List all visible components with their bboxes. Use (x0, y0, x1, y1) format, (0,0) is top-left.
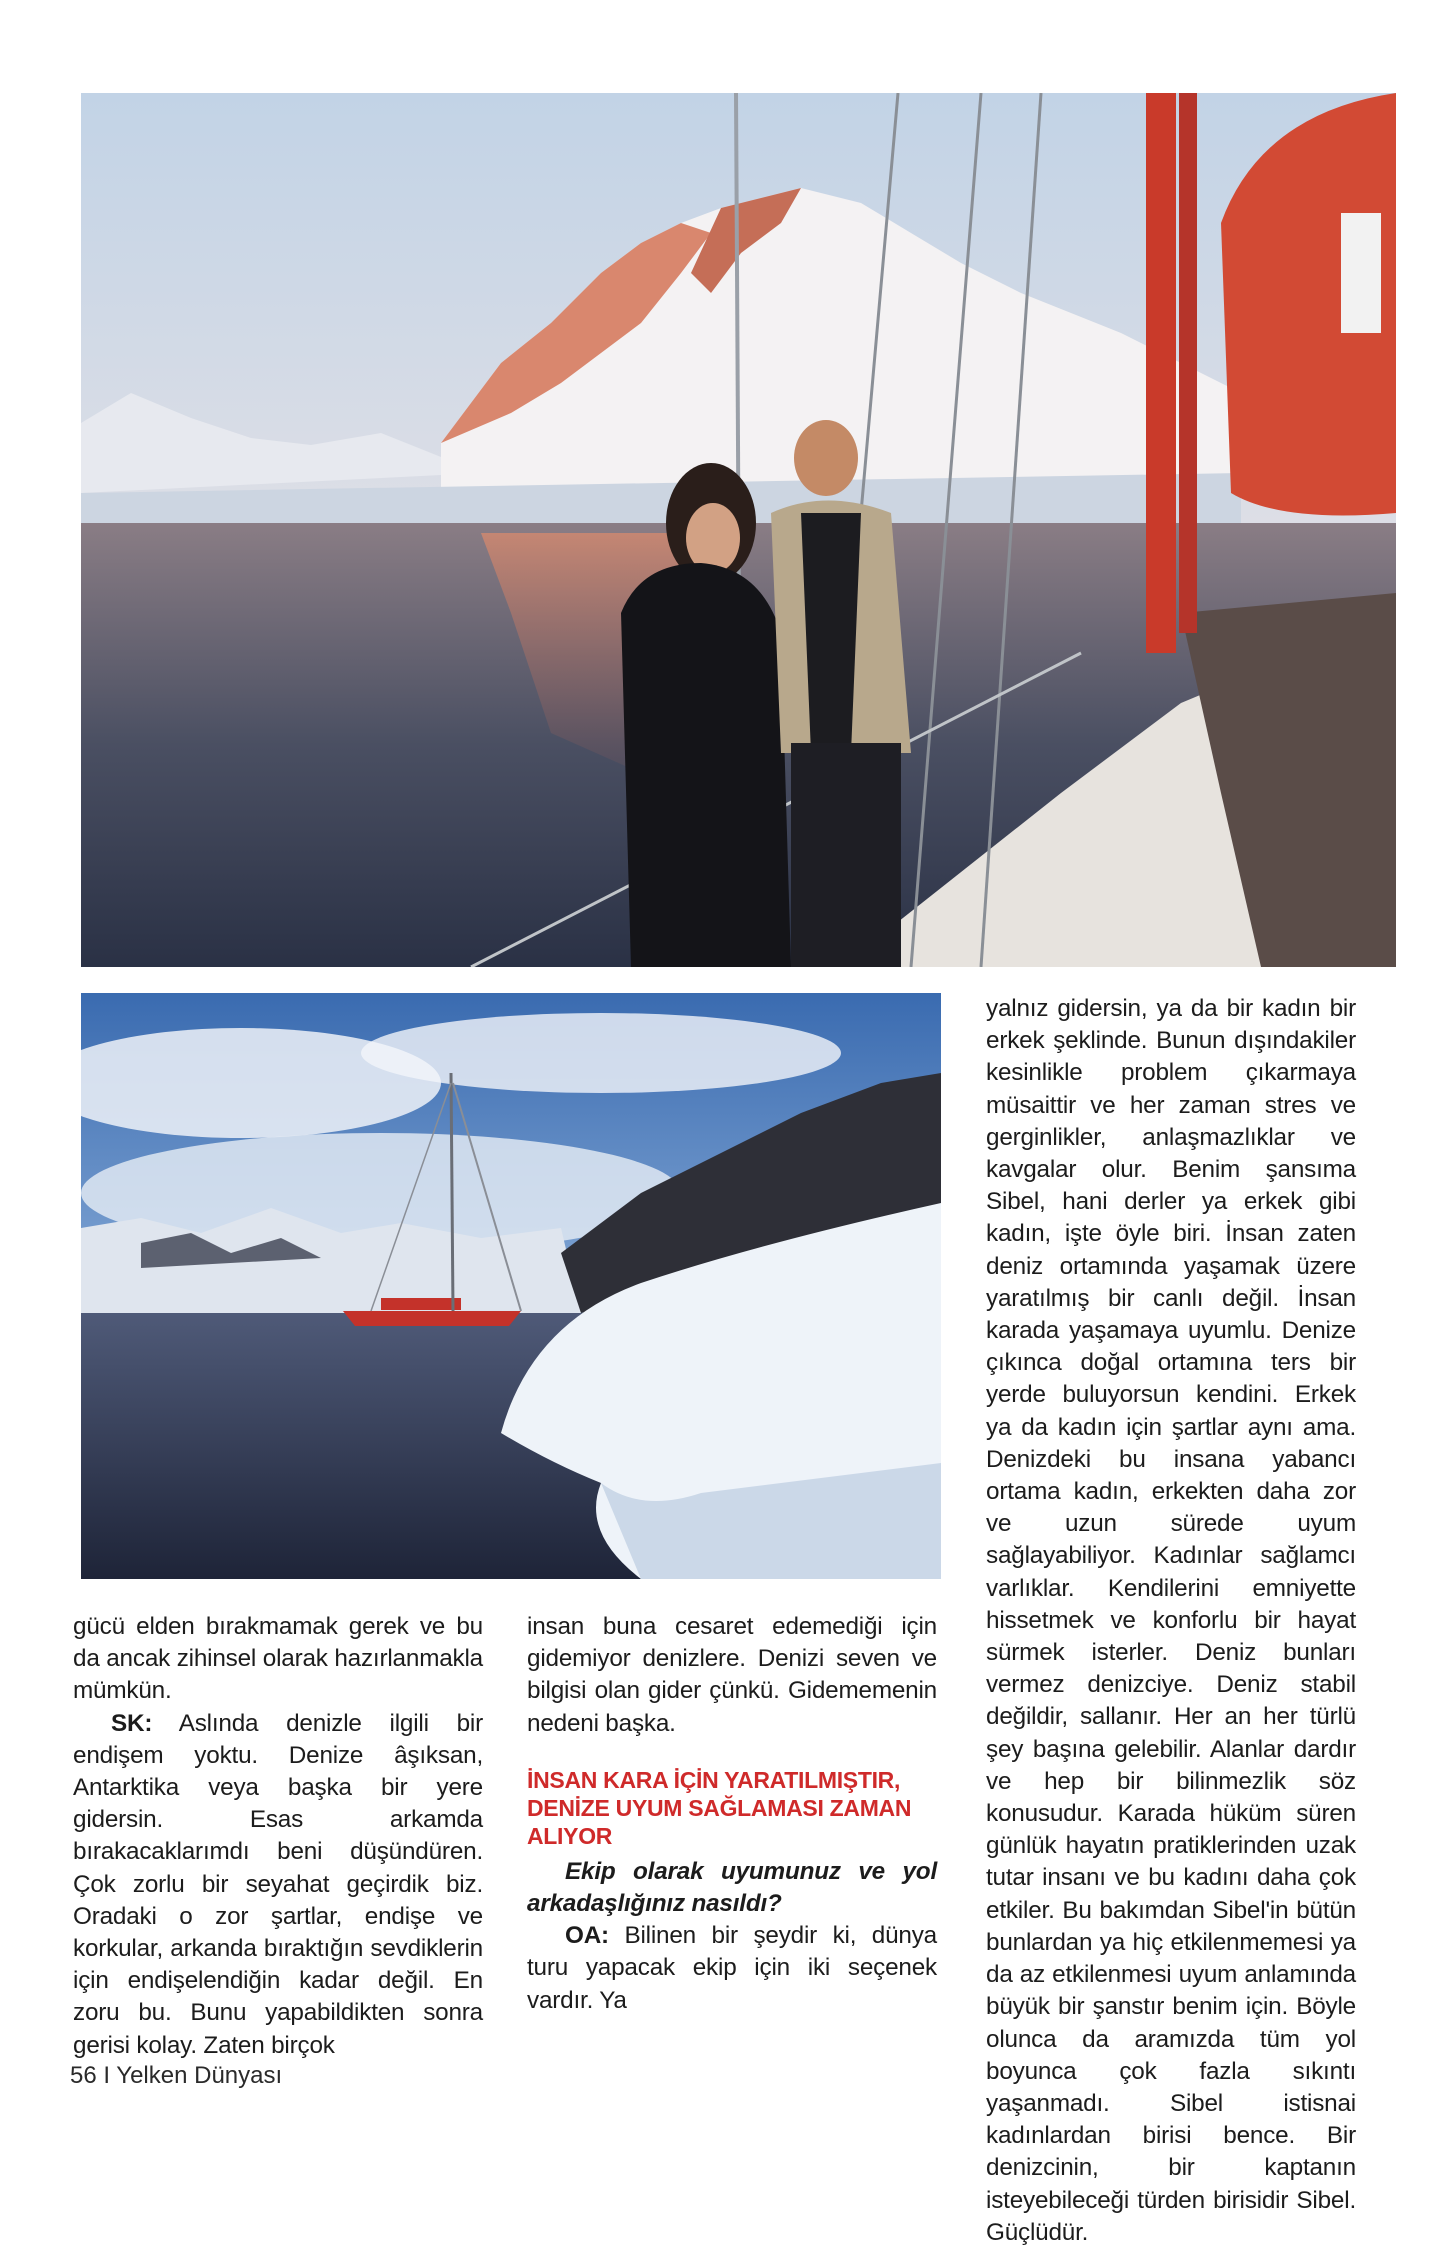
speaker-label: OA: (565, 1922, 609, 1950)
article-paragraph: yalnız gidersin, ya da bir kadın bir erkek şeklinde. Bunun dışındakiler kesinlikle problem çıkarmaya müsaittir ve her zaman stres ve gerginlikler, anlaşmazlıklar ve kavgalar olur. Benim şansıma Sibel, hani derler ya erkek gibi kadın, işte öyle biri. İnsan zaten deniz ortamında yaşamak üzere yaratılmış bir canlı değil. İnsan karada yaşamaya uyumlu. Denize çıkınca doğal ortamına ters bir yerde buluyorsun kendini. Erkek ya da kadın için şartlar aynı ama. Denizdeki bu insana yabancı ortama kadın, erkekten daha zor ve uzun sürede uyum sağlayabiliyor. Kadınlar sağlamcı varlıklar. Kendilerini emniyette hissetmek ve konforlu bir hayat sürmek isterler. Deniz bunları vermez denizciye. Deniz stabil değildir, sallanır. Her an her türlü şey başına gelebilir. Alanlar dardır ve hep bir bilinmezlik söz konusudur. Karada hüküm süren günlük hayatın pratiklerinden uzak tutar insanı ve bu kadını daha çok etkiler. Bu bakımdan Sibel'in bütün bunlardan ya hiç etkilenmemesi ya da az etkilenmesi uyum anlamında büyük bir şanstır benim için. Böyle olunca da aramızda tüm yol boyunca çok fazla sıkıntı yaşanmadı. Sibel istisnai kadınlardan birisi bence. Bir denizcinin, bir kaptanın isteyebileceği türden birisidir Sibel. Güçlüdür. (986, 995, 1356, 2246)
article-column-right (986, 993, 1356, 2249)
article-column-left (73, 1611, 483, 2062)
article-column-middle (527, 1611, 937, 2017)
interview-question: Ekip olarak uyumunuz ve yol arkadaşlığınız nasıldı? (527, 1857, 937, 1918)
speaker-label: SK: (111, 1709, 153, 1737)
section-heading: İNSAN KARA İÇİN YARATILMIŞTIR, DENİZE UYUM SAĞLAMASI ZAMAN ALIYOR (527, 1766, 912, 1849)
footer-separator: I (103, 2062, 111, 2089)
page-number: 56 (70, 2062, 97, 2089)
antarctic-mountains-couple-on-yacht-photo (81, 93, 1396, 967)
paragraph-text: Aslında denizle ilgili bir endişem yoktu. Denize âşıksan, Antarktika veya başka bir yere gidersin. Esas arkamda bırakacaklarımdı beni düşündüren. Çok zorlu bir seyahat geçirdik biz. Oradaki o zor şartlar, endişe ve korkular, arkanda bıraktığın sevdiklerin için endişelendiğin kadar değil. En zoru bu. Bunu yapabildikten sonra gerisi kolay. Zaten birçok (73, 1709, 483, 2059)
page-footer (70, 2062, 282, 2090)
red-sailboat-among-icebergs-photo (81, 993, 941, 1579)
article-paragraph: gücü elden bırakmamak gerek ve bu da ancak zihinsel olarak hazırlanmakla mümkün. (73, 1613, 483, 1705)
magazine-name: Yelken Dünyası (116, 2062, 283, 2089)
article-paragraph (73, 1708, 483, 2062)
paragraph-text: Bilinen bir şeydir ki, dünya turu yapacak ekip için iki seçenek vardır. Ya (527, 1922, 937, 2014)
top-photo (81, 93, 1396, 967)
middle-photo (81, 993, 941, 1579)
article-paragraph: insan buna cesaret edemediği için gidemiyor denizlere. Denizi seven ve bilgisi olan gider çünkü. Gidememenin nedeni başka. (527, 1613, 937, 1737)
article-paragraph (527, 1920, 937, 2017)
